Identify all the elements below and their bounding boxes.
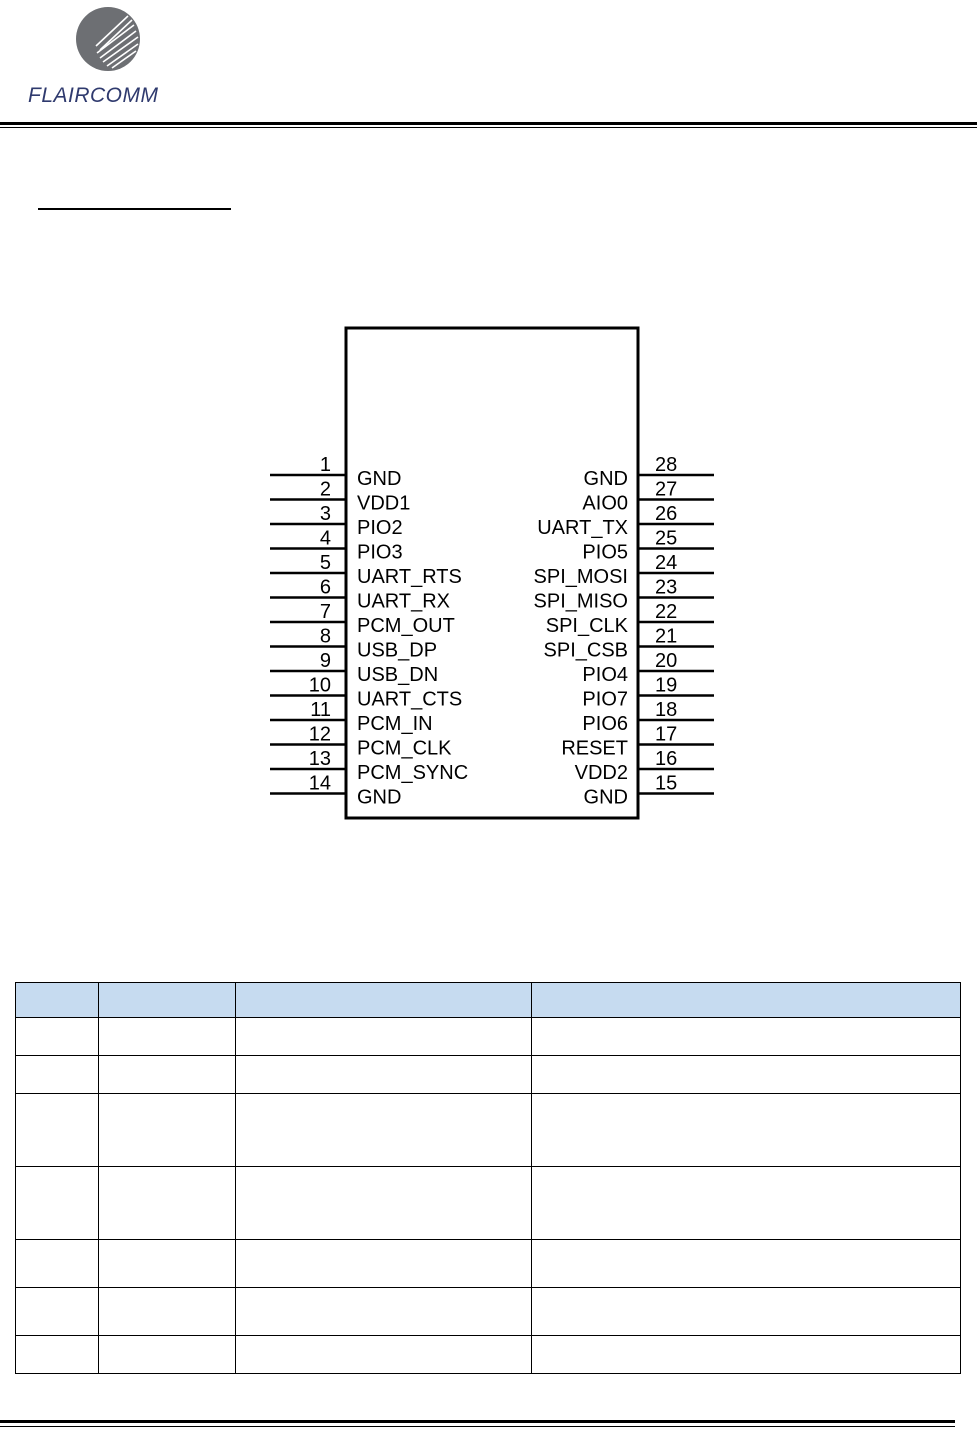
left-pin-number: 6 — [319, 576, 331, 599]
right-pin-label: PIO4 — [582, 664, 628, 686]
right-pin-number: 19 — [655, 674, 678, 697]
table-row — [16, 1018, 961, 1056]
left-pin-number: 13 — [308, 748, 331, 770]
right-pin-label: RESET — [561, 737, 628, 760]
table-header-row — [16, 983, 961, 1018]
right-pin-label: SPI_MOSI — [533, 566, 628, 588]
table-header-cell — [99, 983, 236, 1018]
right-pin-number: 20 — [655, 650, 678, 672]
table-row — [16, 1336, 961, 1374]
right-pin-number: 28 — [655, 454, 678, 476]
right-pin-number: 22 — [655, 601, 678, 623]
table-row — [16, 1240, 961, 1288]
left-pin-number: 8 — [319, 625, 331, 648]
right-pin-label: SPI_CLK — [545, 615, 628, 637]
left-pin-label: PIO2 — [357, 517, 403, 539]
company-logo — [28, 6, 188, 106]
left-pin-number: 3 — [319, 503, 331, 525]
left-pin-number: 9 — [319, 650, 331, 672]
section-title-underline — [38, 208, 231, 210]
right-pin-number: 25 — [655, 527, 678, 550]
footer-rule-thin — [0, 1426, 955, 1427]
left-pin-number: 2 — [319, 478, 331, 501]
right-pin-number: 15 — [655, 772, 678, 795]
right-pin-label: SPI_MISO — [533, 590, 628, 613]
right-pin-label: PIO7 — [582, 688, 628, 711]
table-row — [16, 1056, 961, 1094]
left-pin-number: 5 — [319, 552, 331, 574]
header-rule-thin — [0, 127, 977, 128]
left-pin-label: PIO3 — [357, 541, 403, 564]
right-pin-label: SPI_CSB — [543, 639, 628, 662]
flaircomm-logo-icon — [28, 6, 188, 86]
left-pin-number: 7 — [319, 601, 331, 623]
company-name: FLAIRCOMM — [28, 84, 159, 107]
right-pin-label: PIO5 — [582, 541, 628, 564]
left-pin-label: PCM_OUT — [357, 615, 455, 637]
left-pin-label: UART_RTS — [357, 566, 462, 588]
left-pin-number: 10 — [308, 674, 331, 697]
left-pin-label: UART_CTS — [357, 688, 463, 711]
left-pin-number: 12 — [308, 723, 331, 746]
right-pin-label: UART_TX — [537, 517, 628, 539]
right-pin-label: GND — [583, 786, 628, 809]
header-rule — [0, 122, 977, 125]
right-pin-number: 26 — [655, 503, 678, 525]
pinout-diagram — [0, 320, 977, 830]
left-pin-label: VDD1 — [357, 492, 411, 515]
table-header-cell — [16, 983, 99, 1018]
table-row — [16, 1094, 961, 1167]
table-header-cell — [532, 983, 961, 1018]
right-pin-label: GND — [583, 468, 628, 490]
right-pin-number: 21 — [655, 625, 678, 648]
left-pin-label: PCM_CLK — [357, 737, 452, 760]
left-pin-label: UART_RX — [357, 590, 450, 613]
left-pin-label: PCM_SYNC — [357, 762, 469, 784]
right-pin-number: 27 — [655, 478, 678, 501]
footer-rule — [0, 1420, 955, 1423]
left-pin-number: 11 — [310, 699, 331, 721]
left-pin-number: 4 — [319, 527, 331, 550]
right-pin-number: 23 — [655, 576, 678, 599]
left-pin-label: PCM_IN — [357, 713, 433, 735]
left-pin-label: USB_DP — [357, 639, 438, 662]
right-pin-label: VDD2 — [574, 762, 628, 784]
left-pin-label: GND — [357, 468, 402, 490]
table-row — [16, 1167, 961, 1240]
right-pin-number: 17 — [655, 723, 678, 746]
left-pin-number: 1 — [319, 454, 331, 476]
left-pin-label: GND — [357, 786, 402, 809]
left-pin-label: USB_DN — [357, 664, 439, 686]
left-pin-number: 14 — [308, 772, 331, 795]
table-row — [16, 1288, 961, 1336]
right-pin-label: PIO6 — [582, 713, 628, 735]
right-pin-number: 16 — [655, 748, 678, 770]
table-header-cell — [236, 983, 532, 1018]
pin-definition-table — [15, 982, 961, 1374]
right-pin-number: 18 — [655, 699, 678, 721]
right-pin-number: 24 — [655, 552, 678, 574]
right-pin-label: AIO0 — [582, 492, 628, 515]
